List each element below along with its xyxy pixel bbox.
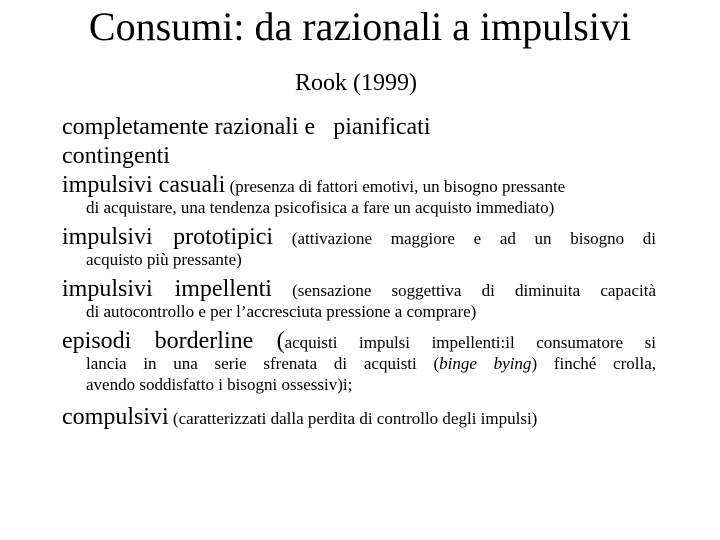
item-desc: (attivazione maggiore e ad un bisogno di bbox=[273, 229, 656, 248]
item-desc: (caratterizzati dalla perdita di controllo degli impulsi) bbox=[168, 409, 538, 428]
item-continuation: acquisto più pressante) bbox=[86, 250, 242, 269]
item-continuation: avendo soddisfatto i bisogni ossessiv)i; bbox=[86, 375, 353, 394]
item-head: impulsivi casuali bbox=[62, 172, 226, 198]
slide-title: Consumi: da razionali a impulsivi bbox=[88, 4, 632, 49]
item-continuation bbox=[62, 353, 656, 374]
continuation-text: ) finché crolla, bbox=[531, 354, 656, 373]
item-desc: (sensazione soggettiva di diminuita capacità bbox=[271, 281, 656, 300]
item-continuation: di acquistare, una tendenza psicofisica a fare un acquisto immediato) bbox=[86, 198, 555, 217]
item-head: impulsivi impellenti bbox=[62, 276, 272, 302]
item-desc: (presenza di fattori emotivi, un bisogno pressante bbox=[225, 177, 566, 196]
item-continuation: di autocontrollo e per l’accresciuta pressione a comprare) bbox=[86, 302, 477, 321]
list-item-compulsivi bbox=[62, 403, 656, 433]
bullet-list bbox=[62, 113, 656, 433]
slide-subtitle: Rook (1999) bbox=[295, 70, 417, 96]
item-head: episodi borderline ( bbox=[62, 328, 285, 354]
list-item-contingenti bbox=[62, 142, 656, 171]
item-head: contingenti bbox=[62, 143, 170, 169]
item-head: compulsivi bbox=[62, 404, 169, 430]
item-desc: acquisti impulsi impellenti:il consumatore si bbox=[284, 333, 656, 352]
continuation-text: lancia in una serie sfrenata di acquisti ( bbox=[86, 354, 440, 373]
continuation-italic: binge bying bbox=[439, 354, 532, 373]
item-head: impulsivi prototipici bbox=[62, 224, 274, 250]
item-head: completamente razionali e pianificati bbox=[62, 114, 431, 140]
list-item-razionali bbox=[62, 113, 656, 142]
